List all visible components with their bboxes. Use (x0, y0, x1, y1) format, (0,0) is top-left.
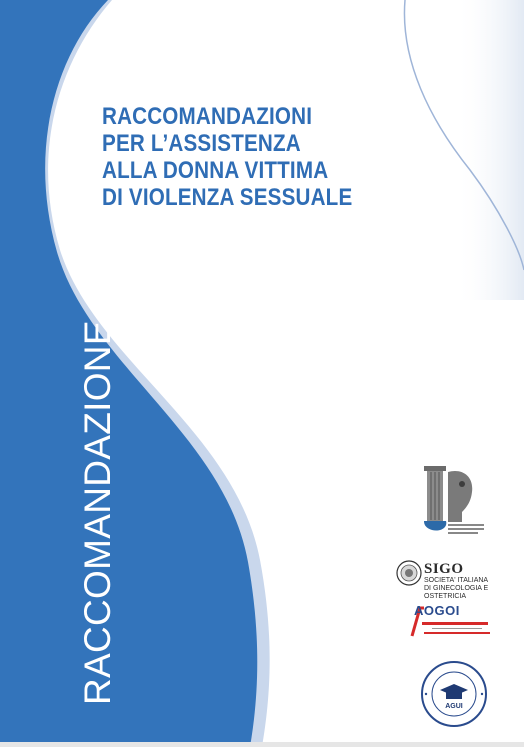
sigo-subtitle-1: SOCIETA' ITALIANA (424, 577, 489, 584)
title-line-1: RACCOMANDAZIONI (102, 103, 313, 130)
bottom-edge (0, 742, 524, 747)
title-line-3: ALLA DONNA VITTIMA (102, 157, 329, 184)
cover-title (102, 103, 432, 211)
title-line-2: PER L’ASSISTENZA (102, 130, 301, 157)
sigo-subtitle-2: DI GINECOLOGIA E OSTETRICIA (424, 585, 489, 600)
agui-seal-logo (420, 660, 488, 728)
sigo-name: SIGO (424, 561, 464, 577)
title-line-4: DI VIOLENZA SESSUALE (102, 184, 353, 211)
sigo-logo (424, 561, 524, 601)
column-head-logo (418, 462, 490, 540)
vertical-category-label: RACCOMANDAZIONE (77, 320, 118, 705)
agui-name: AGUI (445, 703, 463, 710)
aogoi-name: AOGOI (414, 603, 460, 618)
right-shade (455, 0, 524, 300)
sigo-seal-icon (396, 560, 422, 586)
